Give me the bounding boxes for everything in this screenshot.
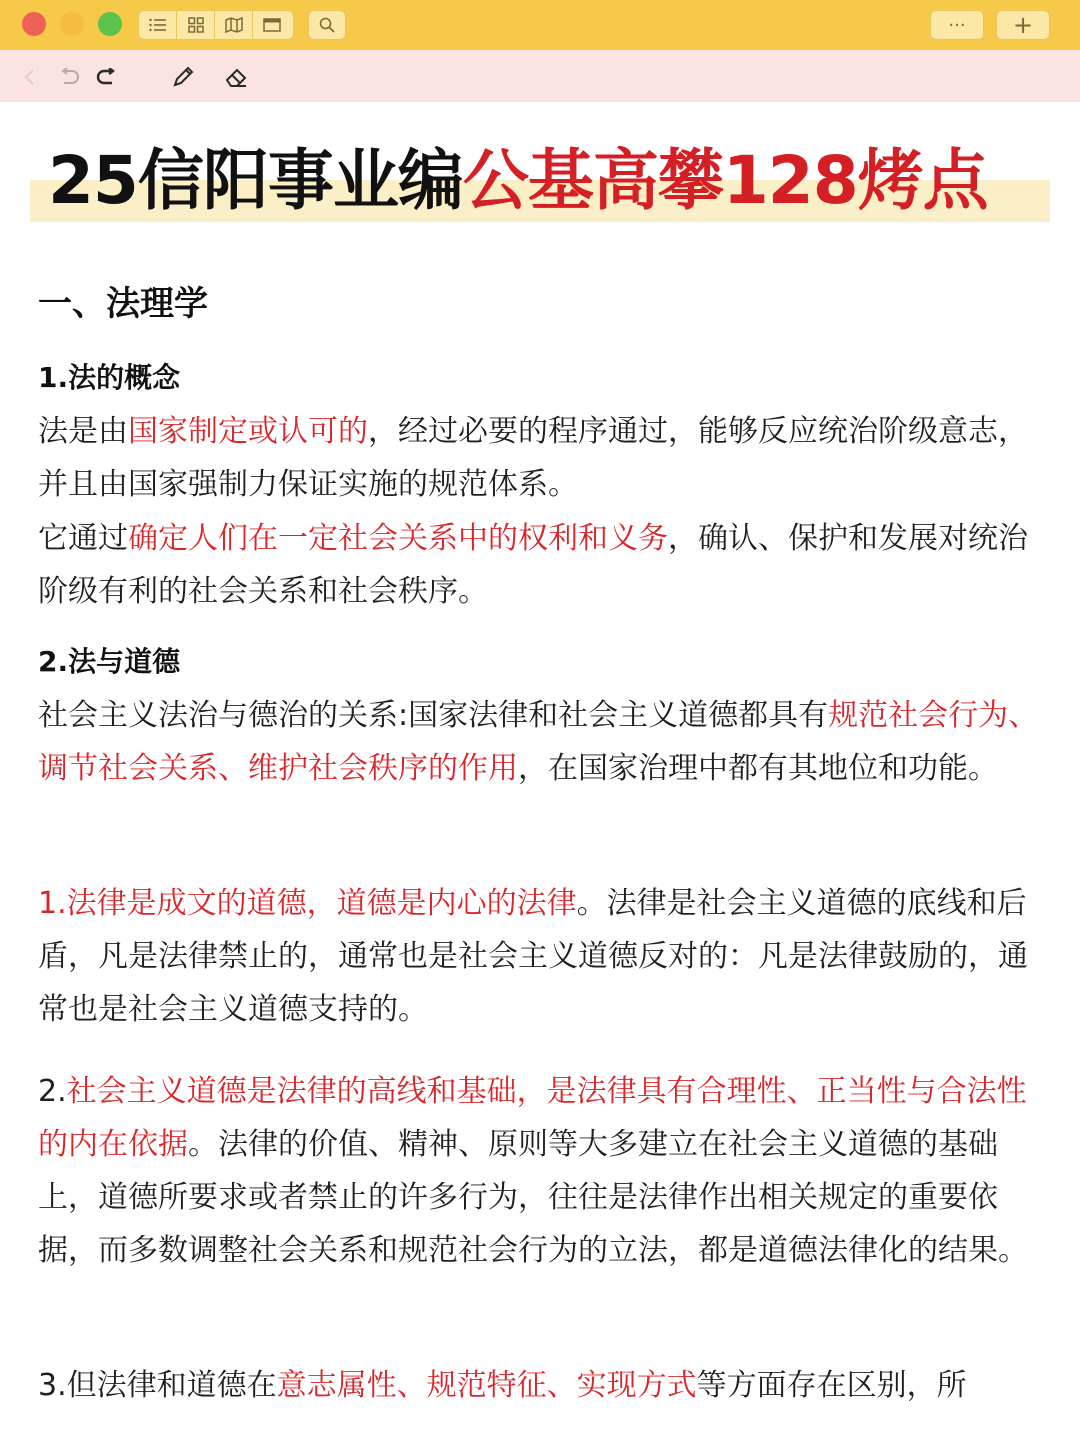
page-title	[48, 140, 988, 222]
page-title-block	[30, 140, 1050, 222]
more-button[interactable]	[930, 10, 984, 40]
pencil-icon[interactable]	[168, 62, 198, 92]
search-icon[interactable]	[308, 10, 346, 40]
edit-toolbar	[0, 50, 1080, 102]
highlight-run: 意志属性、规范特征、实现方式	[276, 1368, 697, 1403]
text-run: ，确认、保护和发展对统治阶级有利的社会关系和社会秩序。	[38, 521, 1028, 609]
paragraph-law-definition	[38, 405, 1048, 511]
text-run: 法是由	[38, 414, 128, 449]
zoom-window-button[interactable]	[98, 12, 122, 36]
subsection-heading-2: 2.法与道德	[38, 645, 181, 678]
view-mode-group	[138, 10, 294, 40]
text-run: 2.	[38, 1074, 67, 1109]
add-label: +	[1012, 11, 1034, 39]
text-run: 等方面存在区别，所	[696, 1368, 967, 1403]
paragraph-point-1	[38, 877, 1048, 1036]
highlight-run: 社会主义道德是法律的高线和基础，是法律具有合理性、正当性与合法性的内在依据	[38, 1074, 1027, 1162]
subsection-heading-1: 1.法的概念	[38, 361, 181, 394]
redo-icon[interactable]	[92, 62, 122, 92]
undo-icon[interactable]	[54, 62, 84, 92]
highlight-run: 规范社会行为、调节社会关系、维护社会秩序的作用	[38, 698, 1039, 786]
paragraph-point-3	[38, 1359, 1048, 1412]
eraser-icon[interactable]	[222, 62, 252, 92]
title-black-part: 25信阳事业编	[48, 142, 463, 219]
minimize-window-button[interactable]	[60, 12, 84, 36]
grid-icon[interactable]	[177, 11, 215, 39]
highlight-run: 1.法律是成文的道德，道德是内心的法律	[38, 886, 577, 921]
paragraph-rule-of-law-and-virtue	[38, 689, 1048, 795]
paragraph-law-function	[38, 512, 1048, 618]
text-run: 3.但法律和道德在	[38, 1368, 277, 1403]
list-icon[interactable]	[139, 11, 177, 39]
text-run: 社会主义法治与德治的关系:国家法律和社会主义道德都具有	[38, 698, 829, 733]
highlight-run: 国家制定或认可的	[128, 414, 368, 449]
text-run: ，在国家治理中都有其地位和功能。	[518, 751, 998, 786]
text-run: 。法律是社会主义道德的底线和后盾，凡是法律禁止的，通常也是社会主义道德反对的：凡是法律鼓励的，通常也是社会主义道德支持的。	[38, 886, 1028, 1027]
window-icon[interactable]	[253, 11, 291, 39]
title-red-part: 公基高攀128烤点	[462, 142, 988, 219]
highlight-run: 确定人们在一定社会关系中的权利和义务	[128, 521, 668, 556]
window-titlebar	[0, 0, 1080, 50]
section-heading: 一、法理学	[38, 284, 208, 324]
text-run: 。法律的价值、精神、原则等大多建立在社会主义道德的基础上，道德所要求或者禁止的许多行为，往往是法律作出相关规定的重要依据，而多数调整社会关系和规范社会行为的立法，都是道德法律化的结果。	[38, 1127, 1028, 1268]
text-run: ，经过必要的程序通过，能够反应统治阶级意志，并且由国家强制力保证实施的规范体系。	[38, 414, 1028, 502]
add-button[interactable]	[996, 10, 1050, 40]
close-window-button[interactable]	[22, 12, 46, 36]
paragraph-point-2	[38, 1065, 1048, 1277]
back-icon[interactable]	[14, 62, 44, 92]
more-label: ···	[948, 14, 966, 36]
text-run: 它通过	[38, 521, 128, 556]
map-icon[interactable]	[215, 11, 253, 39]
